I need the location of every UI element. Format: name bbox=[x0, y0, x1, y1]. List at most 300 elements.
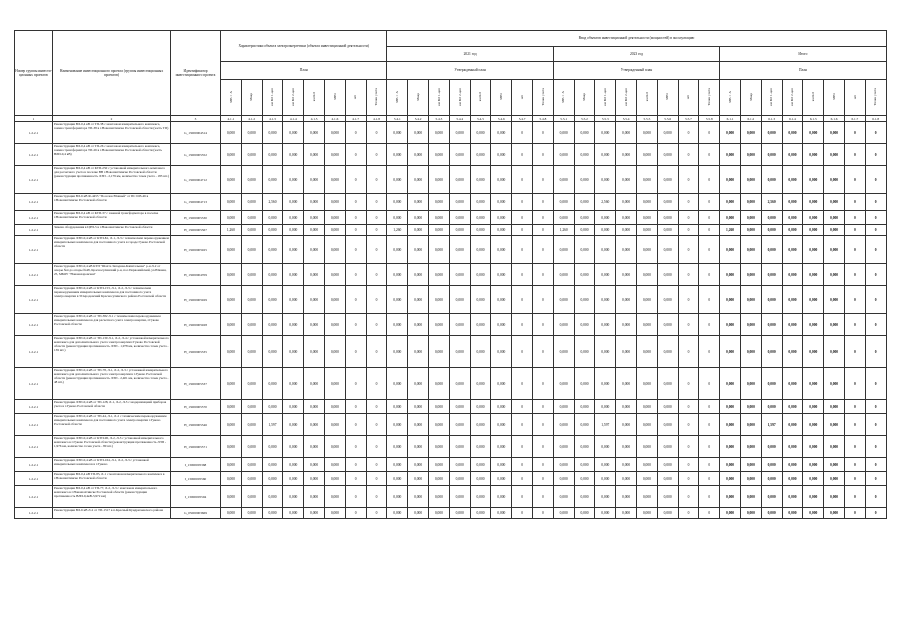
column-number: 5.4.7 bbox=[512, 116, 533, 122]
row-value-cell: 0 bbox=[345, 314, 366, 336]
row-value-cell: 0,000 bbox=[470, 144, 491, 166]
row-value-cell: 0,000 bbox=[616, 211, 637, 225]
header-unit-label: МВ×А bbox=[395, 90, 400, 103]
row-value-cell: 0 bbox=[512, 211, 533, 225]
row-total-cell: 0,000 bbox=[803, 166, 824, 194]
row-value-cell: 0,000 bbox=[449, 264, 470, 286]
row-total-cell: 0,000 bbox=[782, 225, 803, 236]
row-value-cell: 0,000 bbox=[470, 336, 491, 368]
row-value-cell: 0,000 bbox=[324, 286, 345, 314]
row-value-cell: 0,000 bbox=[595, 336, 616, 368]
row-value-cell: 0 bbox=[678, 194, 699, 211]
header-unit-label: км ВЛ 2-цеп bbox=[623, 87, 628, 106]
row-value-cell: 0,000 bbox=[470, 414, 491, 436]
row-total-cell: 0 bbox=[865, 225, 886, 236]
row-value-cell: 0,000 bbox=[657, 144, 678, 166]
row-value-cell: 0 bbox=[512, 286, 533, 314]
row-value-cell: 0,000 bbox=[449, 368, 470, 400]
row-value-cell: 0,000 bbox=[616, 486, 637, 508]
row-total-cell: 0 bbox=[844, 336, 865, 368]
row-project-id: G_05000003669 bbox=[171, 508, 221, 519]
header-unit-label: МВт bbox=[665, 93, 670, 101]
header-unit-label: МВ×А bbox=[561, 90, 566, 103]
row-total-cell: 0,000 bbox=[803, 508, 824, 519]
row-value-cell: 0 bbox=[366, 194, 387, 211]
row-value-cell: 0,000 bbox=[449, 436, 470, 458]
row-value-cell: 0,000 bbox=[470, 458, 491, 472]
row-total-cell: 0,000 bbox=[824, 225, 845, 236]
row-total-cell: 0,000 bbox=[782, 144, 803, 166]
row-value-cell: 0,000 bbox=[387, 400, 408, 414]
row-value-cell: 0,000 bbox=[491, 472, 512, 486]
row-value-cell: 0,000 bbox=[657, 194, 678, 211]
row-value-cell: 0,000 bbox=[283, 472, 304, 486]
row-value-cell: 0 bbox=[345, 368, 366, 400]
row-total-cell: 0,000 bbox=[720, 486, 741, 508]
row-value-cell: 0,000 bbox=[636, 194, 657, 211]
row-value-cell: 0 bbox=[678, 211, 699, 225]
row-value-cell: 0,000 bbox=[553, 486, 574, 508]
row-value-cell: 0,000 bbox=[429, 194, 450, 211]
row-total-cell: 0,000 bbox=[782, 400, 803, 414]
row-value-cell: 0,000 bbox=[221, 211, 242, 225]
row-value-cell: 0 bbox=[699, 166, 720, 194]
row-project-name: Реконструкция ВЛ-0,4 кВ от ТП-77, Л-2, Л-3 с монтажом измерительного комплекса в г.Новошахтинске Ростовской области (реконструкция протяженность ВЛИ-0,4кВ-3,972 км) bbox=[53, 486, 171, 508]
row-project-id: I_13000005594 bbox=[171, 486, 221, 508]
row-value-cell: 0,000 bbox=[241, 211, 262, 225]
header-unit-label: км ВЛ 1-цеп bbox=[603, 87, 608, 106]
row-value-cell: 0,000 bbox=[595, 458, 616, 472]
row-value-cell: 0 bbox=[512, 225, 533, 236]
row-total-cell: 0 bbox=[865, 436, 886, 458]
header-approved-plan-2023: Утвержденный план bbox=[553, 62, 719, 80]
row-value-cell: 0,000 bbox=[324, 436, 345, 458]
row-value-cell: 0,000 bbox=[574, 486, 595, 508]
row-value-cell: 0,000 bbox=[657, 486, 678, 508]
header-approved-plan-2021: Утвержденный план bbox=[387, 62, 553, 80]
column-number: 5.4.6 bbox=[491, 116, 512, 122]
row-value-cell: 0,000 bbox=[283, 486, 304, 508]
row-value-cell: 0,000 bbox=[324, 458, 345, 472]
row-value-cell: 0 bbox=[366, 225, 387, 236]
column-number: 5.5.7 bbox=[678, 116, 699, 122]
row-value-cell: 0,000 bbox=[491, 264, 512, 286]
column-number: 6.1.4 bbox=[782, 116, 803, 122]
row-value-cell: 0,000 bbox=[408, 314, 429, 336]
row-project-name: Замена оборудования в ЦРП-5 в г.Новошахтинске Ростовской области bbox=[53, 225, 171, 236]
column-number: 5.4.4 bbox=[449, 116, 470, 122]
row-value-cell: 0,000 bbox=[304, 508, 325, 519]
header-unit-cell bbox=[678, 80, 699, 116]
row-value-cell: 0,000 bbox=[283, 400, 304, 414]
header-unit-cell bbox=[824, 80, 845, 116]
row-value-cell: 0,000 bbox=[616, 436, 637, 458]
row-value-cell: 0,000 bbox=[553, 166, 574, 194]
row-value-cell: 0,000 bbox=[304, 458, 325, 472]
row-value-cell: 0,000 bbox=[304, 194, 325, 211]
table-row bbox=[15, 194, 887, 211]
table-row bbox=[15, 314, 887, 336]
row-value-cell: 0,000 bbox=[408, 236, 429, 264]
row-total-cell: 0 bbox=[844, 211, 865, 225]
column-number: 3 bbox=[171, 116, 221, 122]
row-total-cell: 0,000 bbox=[803, 486, 824, 508]
row-total-cell: 0,000 bbox=[720, 194, 741, 211]
row-group-number: 1.2.2.1 bbox=[15, 314, 53, 336]
row-value-cell: 0,000 bbox=[241, 122, 262, 144]
header-unit-cell bbox=[512, 80, 533, 116]
row-value-cell: 0,000 bbox=[283, 144, 304, 166]
row-value-cell: 0 bbox=[678, 264, 699, 286]
row-total-cell: 0,000 bbox=[761, 236, 782, 264]
row-value-cell: 0,000 bbox=[553, 368, 574, 400]
row-value-cell: 0 bbox=[512, 264, 533, 286]
row-value-cell: 0,000 bbox=[241, 458, 262, 472]
header-unit-cell bbox=[491, 80, 512, 116]
row-project-name: Реконструкция ВЛ-0,4 кВ от ТП-26 с монтажом измерительного комплекса, замена трансформатора ТП-26 в г.Новошахтинске Ростовской области (часть ВЛИ-0,4 кВ) bbox=[53, 144, 171, 166]
row-value-cell: 0,000 bbox=[241, 508, 262, 519]
row-value-cell: 0,000 bbox=[449, 458, 470, 472]
row-value-cell: 0,000 bbox=[324, 314, 345, 336]
row-group-number: 1.2.2.1 bbox=[15, 414, 53, 436]
row-value-cell: 0,000 bbox=[221, 436, 242, 458]
row-value-cell: 0 bbox=[366, 122, 387, 144]
row-total-cell: 0,000 bbox=[782, 458, 803, 472]
row-value-cell: 1,597 bbox=[595, 414, 616, 436]
row-value-cell: 0,000 bbox=[657, 436, 678, 458]
row-value-cell: 1,260 bbox=[221, 225, 242, 236]
row-project-id: I_13000005368 bbox=[171, 458, 221, 472]
row-value-cell: 0,000 bbox=[262, 236, 283, 264]
row-value-cell: 0,000 bbox=[470, 211, 491, 225]
header-unit-label: Точки учета bbox=[873, 88, 878, 106]
row-group-number: 1.2.2.1 bbox=[15, 436, 53, 458]
row-value-cell: 0,000 bbox=[449, 144, 470, 166]
row-value-cell: 0,000 bbox=[283, 211, 304, 225]
row-value-cell: 0,000 bbox=[408, 336, 429, 368]
row-value-cell: 0,000 bbox=[574, 264, 595, 286]
row-total-cell: 0,000 bbox=[740, 194, 761, 211]
header-unit-label: МВт bbox=[831, 93, 836, 101]
row-value-cell: 0,000 bbox=[221, 286, 242, 314]
row-value-cell: 0 bbox=[512, 486, 533, 508]
row-total-cell: 0,000 bbox=[824, 368, 845, 400]
row-value-cell: 0 bbox=[345, 264, 366, 286]
row-project-name: Реконструкция ЛЭП-0,4 кВ от КТП-164, Л-1, Л-2, Л-3 с установкой измерительных комплексов в г.Гуково bbox=[53, 458, 171, 472]
row-value-cell: 0,000 bbox=[221, 122, 242, 144]
row-value-cell: 0,000 bbox=[387, 264, 408, 286]
row-value-cell: 0 bbox=[512, 144, 533, 166]
row-group-number: 1.2.2.1 bbox=[15, 122, 53, 144]
row-value-cell: 1,260 bbox=[553, 225, 574, 236]
row-value-cell: 0 bbox=[678, 400, 699, 414]
row-total-cell: 0,000 bbox=[782, 194, 803, 211]
row-project-name: Реконструкция ЛЭП-0,4 кВ от ТП-382 Л-1 с техническим перевооружением измерительных комплексов для расчетного учета электроэнергии, г.Гуково Ростовской области bbox=[53, 314, 171, 336]
row-value-cell: 0,000 bbox=[595, 508, 616, 519]
column-number: 4.1.2 bbox=[241, 116, 262, 122]
row-value-cell: 0,000 bbox=[616, 414, 637, 436]
row-value-cell: 0,000 bbox=[449, 166, 470, 194]
row-value-cell: 0,000 bbox=[470, 264, 491, 286]
row-total-cell: 0,000 bbox=[740, 236, 761, 264]
table-row bbox=[15, 286, 887, 314]
row-total-cell: 1,597 bbox=[761, 414, 782, 436]
row-value-cell: 0,000 bbox=[470, 225, 491, 236]
row-value-cell: 0,000 bbox=[636, 336, 657, 368]
row-value-cell: 0,000 bbox=[262, 314, 283, 336]
row-value-cell: 0,000 bbox=[283, 225, 304, 236]
row-value-cell: 0,000 bbox=[324, 486, 345, 508]
row-total-cell: 0,000 bbox=[824, 458, 845, 472]
row-total-cell: 0,000 bbox=[720, 286, 741, 314]
row-total-cell: 0,000 bbox=[782, 122, 803, 144]
row-total-cell: 0,000 bbox=[782, 436, 803, 458]
row-value-cell: 0,000 bbox=[636, 458, 657, 472]
row-value-cell: 0 bbox=[678, 144, 699, 166]
row-value-cell: 0,000 bbox=[595, 400, 616, 414]
header-unit-cell bbox=[616, 80, 637, 116]
header-unit-cell bbox=[304, 80, 325, 116]
row-total-cell: 0,000 bbox=[740, 458, 761, 472]
row-value-cell: 0 bbox=[366, 368, 387, 400]
header-unit-label: км КЛ bbox=[811, 92, 816, 102]
row-value-cell: 0,000 bbox=[657, 225, 678, 236]
row-value-cell: 0,000 bbox=[283, 508, 304, 519]
row-value-cell: 0,000 bbox=[241, 194, 262, 211]
row-total-cell: 0,000 bbox=[803, 194, 824, 211]
row-value-cell: 0 bbox=[345, 458, 366, 472]
row-total-cell: 0 bbox=[865, 400, 886, 414]
row-value-cell: 0,000 bbox=[657, 264, 678, 286]
row-value-cell: 0,000 bbox=[283, 414, 304, 436]
row-value-cell: 0,000 bbox=[574, 414, 595, 436]
row-value-cell: 0 bbox=[699, 122, 720, 144]
row-value-cell: 0,000 bbox=[636, 472, 657, 486]
header-group-number: Номер группы инвести-ционных проектов bbox=[15, 31, 53, 116]
row-total-cell: 0,000 bbox=[740, 436, 761, 458]
row-total-cell: 0,000 bbox=[761, 400, 782, 414]
column-number: 6.1.8 bbox=[865, 116, 886, 122]
header-unit-cell bbox=[324, 80, 345, 116]
row-group-number: 1.2.2.1 bbox=[15, 286, 53, 314]
row-value-cell: 0 bbox=[366, 211, 387, 225]
row-total-cell: 0,000 bbox=[824, 166, 845, 194]
row-value-cell: 0 bbox=[345, 236, 366, 264]
row-value-cell: 0,000 bbox=[283, 314, 304, 336]
row-value-cell: 0,000 bbox=[262, 264, 283, 286]
row-value-cell: 0 bbox=[699, 414, 720, 436]
row-value-cell: 0,000 bbox=[616, 236, 637, 264]
row-value-cell: 0,000 bbox=[408, 211, 429, 225]
row-value-cell: 0,000 bbox=[616, 336, 637, 368]
row-value-cell: 0 bbox=[366, 264, 387, 286]
row-value-cell: 0,000 bbox=[429, 472, 450, 486]
row-value-cell: 0,000 bbox=[636, 236, 657, 264]
row-total-cell: 0,000 bbox=[761, 458, 782, 472]
investment-table-sheet bbox=[14, 30, 886, 519]
header-unit-cell bbox=[844, 80, 865, 116]
row-total-cell: 0,000 bbox=[824, 400, 845, 414]
header-year-2021: 2021 год bbox=[387, 47, 553, 62]
row-value-cell: 0,000 bbox=[574, 286, 595, 314]
column-number: 5.5.2 bbox=[574, 116, 595, 122]
row-value-cell: 0 bbox=[699, 286, 720, 314]
row-total-cell: 0,000 bbox=[740, 211, 761, 225]
row-total-cell: 0 bbox=[865, 414, 886, 436]
row-value-cell: 0 bbox=[678, 368, 699, 400]
row-total-cell: 1,260 bbox=[720, 225, 741, 236]
header-unit-cell bbox=[553, 80, 574, 116]
row-value-cell: 0,000 bbox=[491, 368, 512, 400]
header-unit-cell bbox=[449, 80, 470, 116]
row-project-id: I_13000005560 bbox=[171, 472, 221, 486]
row-value-cell: 0,000 bbox=[616, 286, 637, 314]
row-value-cell: 0 bbox=[345, 144, 366, 166]
row-value-cell: 1,260 bbox=[387, 225, 408, 236]
row-value-cell: 0,000 bbox=[408, 264, 429, 286]
row-value-cell: 0,000 bbox=[574, 508, 595, 519]
row-value-cell: 0 bbox=[533, 414, 554, 436]
row-total-cell: 0,000 bbox=[720, 144, 741, 166]
row-total-cell: 0,000 bbox=[720, 472, 741, 486]
row-value-cell: 0,000 bbox=[491, 286, 512, 314]
row-project-name: Реконструкция ЛЭП-0,4 кВ от ТП-128, Л-1, Л-2, Л-3 с модернизацией приборов учета в г.Гуково Ростовской области bbox=[53, 400, 171, 414]
row-value-cell: 0,000 bbox=[595, 225, 616, 236]
row-value-cell: 0 bbox=[345, 336, 366, 368]
row-value-cell: 0,000 bbox=[449, 472, 470, 486]
row-value-cell: 0,000 bbox=[429, 368, 450, 400]
row-value-cell: 0,000 bbox=[470, 194, 491, 211]
header-unit-cell bbox=[429, 80, 450, 116]
header-unit-cell bbox=[782, 80, 803, 116]
row-value-cell: 0,000 bbox=[304, 486, 325, 508]
row-total-cell: 0 bbox=[844, 144, 865, 166]
header-unit-label: МВт bbox=[499, 93, 504, 101]
row-value-cell: 0,000 bbox=[574, 458, 595, 472]
row-value-cell: 0,000 bbox=[387, 508, 408, 519]
row-value-cell: 0,000 bbox=[595, 166, 616, 194]
row-value-cell: 0,000 bbox=[616, 368, 637, 400]
header-unit-cell bbox=[657, 80, 678, 116]
row-total-cell: 0,000 bbox=[740, 122, 761, 144]
row-value-cell: 0,000 bbox=[221, 194, 242, 211]
row-total-cell: 0 bbox=[844, 436, 865, 458]
row-total-cell: 0,000 bbox=[824, 336, 845, 368]
row-total-cell: 0 bbox=[844, 472, 865, 486]
row-value-cell: 0 bbox=[366, 144, 387, 166]
row-total-cell: 0,000 bbox=[824, 414, 845, 436]
row-value-cell: 0 bbox=[678, 486, 699, 508]
row-value-cell: 0,000 bbox=[429, 458, 450, 472]
row-total-cell: 0 bbox=[865, 122, 886, 144]
row-value-cell: 0,000 bbox=[595, 486, 616, 508]
row-value-cell: 0,000 bbox=[574, 225, 595, 236]
row-project-name: Реконструкция ЛЭП-0,4 кВ от КТП-153, Л-1, Л-2, Л-3 с техническим перевооружением измерительных комплексов для постоянного учета электроэнергии в Углеродовский Красносулинского района Ростовской области bbox=[53, 286, 171, 314]
investment-table bbox=[14, 30, 887, 519]
header-unit-cell bbox=[470, 80, 491, 116]
header-unit-label: км КЛ bbox=[311, 92, 316, 102]
row-value-cell: 0,000 bbox=[636, 314, 657, 336]
row-value-cell: 0,000 bbox=[221, 486, 242, 508]
row-total-cell: 0,000 bbox=[720, 236, 741, 264]
row-value-cell: 0,000 bbox=[262, 472, 283, 486]
row-total-cell: 0,000 bbox=[824, 486, 845, 508]
row-total-cell: 0 bbox=[865, 336, 886, 368]
row-value-cell: 0,000 bbox=[221, 508, 242, 519]
row-total-cell: 0 bbox=[844, 486, 865, 508]
row-total-cell: 0,000 bbox=[740, 166, 761, 194]
row-value-cell: 0 bbox=[345, 486, 366, 508]
row-value-cell: 0 bbox=[678, 458, 699, 472]
row-value-cell: 0,000 bbox=[387, 122, 408, 144]
table-row bbox=[15, 236, 887, 264]
row-value-cell: 0 bbox=[699, 472, 720, 486]
row-value-cell: 0,000 bbox=[241, 472, 262, 486]
header-unit-label: шт bbox=[686, 94, 691, 99]
row-total-cell: 0 bbox=[865, 472, 886, 486]
row-value-cell: 0,000 bbox=[636, 286, 657, 314]
row-value-cell: 0,000 bbox=[553, 286, 574, 314]
row-total-cell: 0,000 bbox=[720, 264, 741, 286]
row-value-cell: 0 bbox=[366, 436, 387, 458]
row-total-cell: 0,000 bbox=[824, 236, 845, 264]
row-value-cell: 0,000 bbox=[429, 166, 450, 194]
row-value-cell: 0,000 bbox=[283, 458, 304, 472]
header-unit-label: Точки учета bbox=[540, 88, 545, 106]
row-value-cell: 0 bbox=[678, 166, 699, 194]
row-value-cell: 0,000 bbox=[408, 458, 429, 472]
row-value-cell: 0,000 bbox=[636, 486, 657, 508]
row-value-cell: 0,000 bbox=[491, 194, 512, 211]
row-value-cell: 0,000 bbox=[221, 236, 242, 264]
row-value-cell: 0,000 bbox=[595, 368, 616, 400]
row-value-cell: 0,000 bbox=[429, 286, 450, 314]
row-group-number: 1.2.2.1 bbox=[15, 264, 53, 286]
row-value-cell: 0,000 bbox=[408, 508, 429, 519]
row-value-cell: 0,000 bbox=[491, 436, 512, 458]
row-value-cell: 0 bbox=[512, 166, 533, 194]
row-value-cell: 0,000 bbox=[636, 166, 657, 194]
row-value-cell: 0,000 bbox=[595, 211, 616, 225]
header-plan-left: План bbox=[221, 62, 387, 80]
row-project-id: H_13000005367 bbox=[171, 225, 221, 236]
row-total-cell: 0 bbox=[844, 264, 865, 286]
row-value-cell: 0,000 bbox=[491, 486, 512, 508]
row-value-cell: 0,000 bbox=[324, 194, 345, 211]
row-value-cell: 0 bbox=[699, 211, 720, 225]
row-value-cell: 0,000 bbox=[574, 144, 595, 166]
row-value-cell: 0,000 bbox=[387, 236, 408, 264]
row-value-cell: 0 bbox=[512, 414, 533, 436]
header-unit-label: МВт bbox=[332, 93, 337, 101]
row-value-cell: 0,000 bbox=[241, 414, 262, 436]
row-value-cell: 0,000 bbox=[553, 336, 574, 368]
row-value-cell: 0,000 bbox=[657, 458, 678, 472]
row-total-cell: 0 bbox=[844, 194, 865, 211]
header-unit-cell bbox=[595, 80, 616, 116]
header-unit-label: км КЛ bbox=[478, 92, 483, 102]
row-total-cell: 0,000 bbox=[782, 314, 803, 336]
row-group-number: 1.2.2.1 bbox=[15, 400, 53, 414]
row-value-cell: 0,000 bbox=[304, 336, 325, 368]
row-value-cell: 0,000 bbox=[429, 336, 450, 368]
row-value-cell: 0,000 bbox=[657, 314, 678, 336]
row-value-cell: 0,000 bbox=[221, 414, 242, 436]
row-value-cell: 0 bbox=[345, 122, 366, 144]
row-total-cell: 0,000 bbox=[740, 264, 761, 286]
row-value-cell: 0,000 bbox=[657, 368, 678, 400]
column-number: 5.4.5 bbox=[470, 116, 491, 122]
